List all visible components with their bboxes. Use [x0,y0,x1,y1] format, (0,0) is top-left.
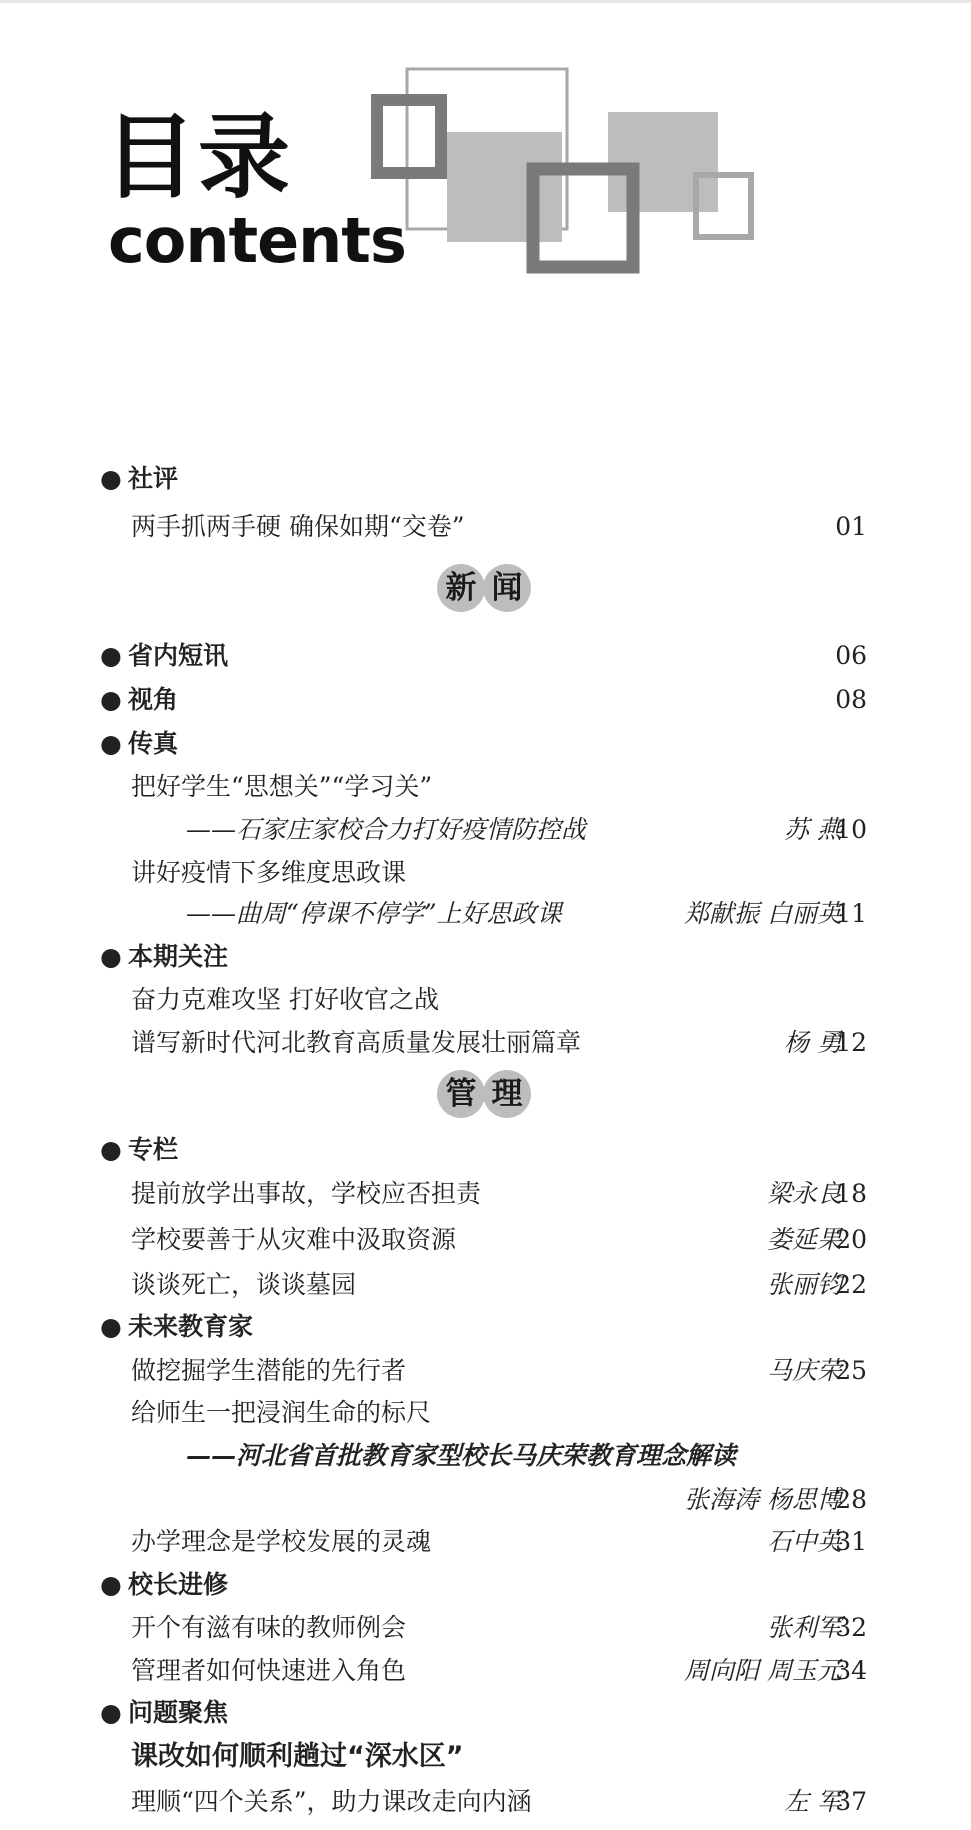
entry-author: 张丽钧 [766,1270,842,1299]
toc-entry-subtitle[interactable] [0,813,971,847]
toc-entry[interactable] [0,1611,971,1645]
section-label: 社评 [128,464,179,493]
entry-title: 给师生一把浸润生命的标尺 [131,1398,432,1427]
toc-entry-heading[interactable] [0,1740,971,1774]
section-shiping: ● 社评 [0,462,971,496]
section-zhuanlan: ● 专栏 [0,1133,971,1167]
toc-entry[interactable] [0,1785,971,1819]
banner-char: 管 [437,1070,485,1118]
banner-manage [0,1070,971,1122]
toc-entry-subtitle[interactable] [0,897,971,931]
page-number: 10 [835,815,867,844]
entry-title: 办学理念是学校发展的灵魂 [131,1527,432,1556]
entry-title: 做挖掘学生潜能的先行者 [131,1356,407,1385]
page-number: 22 [835,1270,867,1299]
entry-subtitle: ——河北省首批教育家型校长马庆荣教育理念解读 [186,1441,737,1470]
banner-char: 闻 [483,564,531,612]
banner-news [0,564,971,616]
page-number: 28 [835,1485,867,1514]
toc-entry-authors[interactable] [0,1483,971,1517]
entry-author: 梁永良 [766,1179,842,1208]
filled-square-right [608,112,718,212]
entry-title: 课改如何顺利趟过“深水区” [131,1741,464,1772]
entry-title: 开个有滋有味的教师例会 [131,1613,407,1642]
entry-title: 提前放学出事故，学校应否担责 [131,1179,482,1208]
page-number: 31 [835,1527,867,1556]
section-label: 未来教育家 [128,1312,254,1341]
section-shengnei[interactable]: ● 省内短讯 06 [0,639,971,673]
toc-entry[interactable] [0,770,971,804]
entry-title: 讲好疫情下多维度思政课 [131,858,407,887]
entry-author: 张海涛 杨思博 [684,1485,842,1514]
section-label: 问题聚焦 [128,1698,229,1727]
entry-author: 张利军 [766,1613,842,1642]
section-label: 传真 [128,729,179,758]
page-subtitle: contents [108,204,406,277]
entry-title: 两手抓两手硬 确保如期“交卷” [131,512,465,541]
page-number: 20 [835,1225,867,1254]
entry-title: 奋力克难攻坚 打好收官之战 [131,985,439,1014]
entry-subtitle: ——石家庄家校合力打好疫情防控战 [186,815,587,844]
entry-author: 马庆荣 [766,1356,842,1385]
toc-entry[interactable] [0,1177,971,1211]
page-title: 目录 [104,104,293,211]
section-label: 省内短讯 [128,641,229,670]
entry-title: 谱写新时代河北教育高质量发展壮丽篇章 [131,1028,582,1057]
entry-author: 杨 勇 [784,1028,842,1057]
page-number: 25 [835,1356,867,1385]
section-label: 校长进修 [128,1570,229,1599]
page-number: 08 [835,685,867,714]
toc-entry[interactable] [0,1354,971,1388]
entry-author: 石中英 [766,1527,842,1556]
entry-title: 管理者如何快速进入角色 [131,1656,407,1685]
entry-subtitle: ——曲周“停课不停学”上好思政课 [186,899,562,928]
toc-entry[interactable] [0,1654,971,1688]
section-xiaozhang: ● 校长进修 [0,1568,971,1602]
section-label: 专栏 [128,1135,179,1164]
entry-author: 左 军 [784,1787,842,1816]
page-number: 06 [835,641,867,670]
page-number: 12 [835,1028,867,1057]
toc-entry[interactable] [0,510,971,544]
toc-entry-subtitle[interactable] [0,1439,971,1473]
entry-title: 学校要善于从灾难中汲取资源 [131,1225,457,1254]
page-number: 32 [835,1613,867,1642]
entry-title: 谈谈死亡，谈谈墓园 [131,1270,357,1299]
section-weilai: ● 未来教育家 [0,1310,971,1344]
entry-title: 理顺“四个关系”，助力课改走向内涵 [131,1787,532,1816]
filled-square-left [447,132,562,242]
entry-author: 周向阳 周玉元 [684,1656,842,1685]
toc-entry[interactable] [0,856,971,890]
toc-entry[interactable] [0,1525,971,1559]
toc-entry[interactable] [0,1396,971,1430]
section-label: 本期关注 [128,942,229,971]
toc-entry[interactable] [0,1026,971,1060]
page-number: 01 [835,512,867,541]
toc-entry[interactable] [0,983,971,1017]
banner-char: 理 [483,1070,531,1118]
page-number: 18 [835,1179,867,1208]
toc-entry[interactable] [0,1268,971,1302]
section-chuanzhen: ● 传真 [0,727,971,761]
entry-author: 娄延果 [766,1225,842,1254]
banner-char: 新 [437,564,485,612]
section-label: 视角 [128,685,179,714]
frame-square-left [377,100,441,173]
entry-title: 把好学生“思想关”“学习关” [131,772,433,801]
toc-entry[interactable] [0,1223,971,1257]
entry-author: 苏 燕 [784,815,842,844]
section-benqi: ● 本期关注 [0,940,971,974]
section-shijiao[interactable]: ● 视角 08 [0,683,971,717]
page-number: 34 [835,1656,867,1685]
decorative-squares [370,64,760,284]
section-wenti: ● 问题聚焦 [0,1696,971,1730]
page-number: 37 [835,1787,867,1816]
top-rule [0,0,971,3]
page-number: 11 [835,899,867,928]
entry-author: 郑献振 白丽英 [684,899,842,928]
